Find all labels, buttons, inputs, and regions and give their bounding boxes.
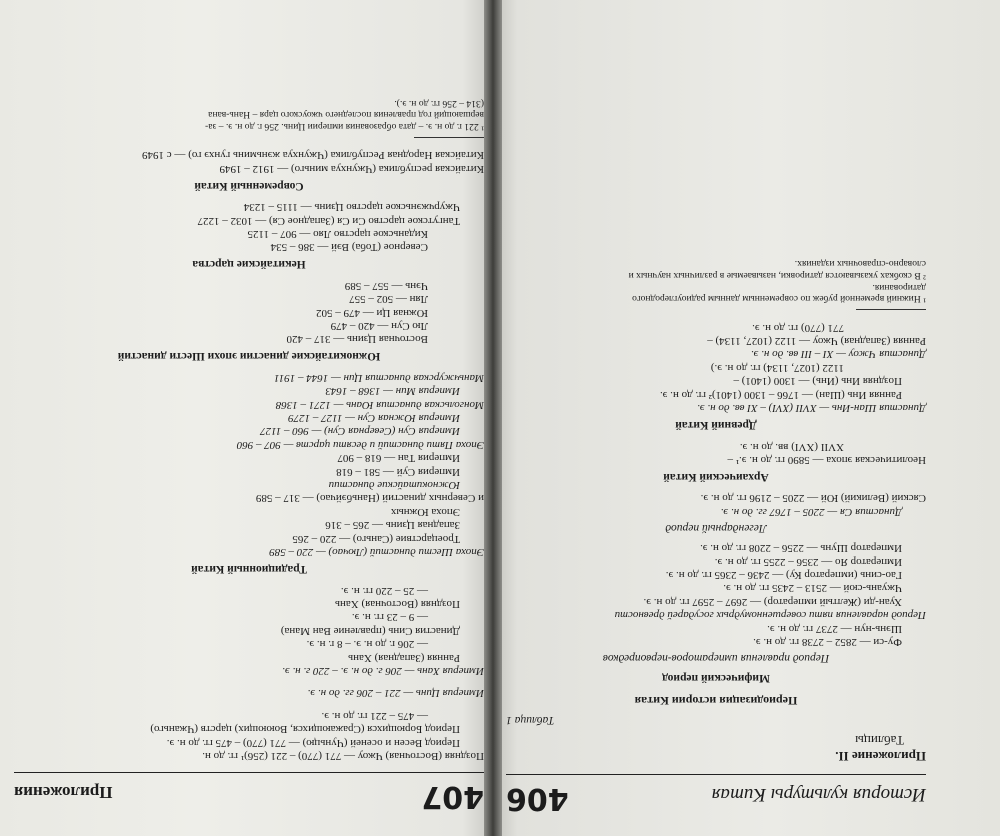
- section-heading: Традиционный Китай: [191, 563, 307, 576]
- left-page: [0, 0, 492, 836]
- text-line: Империя Цинь — 221 – 206 гг. до н. э.: [307, 687, 484, 700]
- text-line: Китайская республика (Чжунхуа миньго) — 1912 – 1949: [219, 162, 484, 175]
- text-line: Империя Южная Сун — 1127 – 1279: [288, 412, 460, 425]
- page-number: 407: [421, 779, 484, 814]
- text-line: Эпоха Южных: [390, 505, 460, 518]
- text-line: Империя Хань — 206 г. до н. э. – 220 г. н. э.: [282, 664, 484, 677]
- text-line: Империя Сун (Северная Сун) — 960 – 1127: [260, 425, 460, 438]
- left-footnotes: [14, 97, 484, 132]
- text-line: Южная Ци — 479 – 502: [316, 306, 428, 319]
- text-line: Эпоха Пяти династий и десяти царств — 907 – 960: [236, 438, 484, 451]
- spacer: [14, 677, 484, 686]
- text-line: Поздняя Инь (Инь) — 1300 (1401) –: [733, 375, 902, 388]
- footnote-line: (314 – 256 гг. до н. э.).: [394, 97, 484, 109]
- left-page-rotated: [0, 0, 492, 836]
- text-line: Лю Сун — 420 – 479: [330, 320, 428, 333]
- text-line: Хуан-ди (Желтый император) — 2697 – 2597 гг. до н. э.: [643, 595, 902, 608]
- text-line: Период Весен и осеней (Чуньцю) — 771 (770) – 475 гг. до н. э.: [166, 736, 460, 749]
- book-gutter: [484, 0, 502, 836]
- text-line: Гао-синь (император Ку) — 2436 – 2365 гг. до н. э.: [665, 568, 902, 581]
- running-title: История культуры Китая: [711, 784, 926, 805]
- footnote-line: вершающий год правления последнего чжоуского царя – Нань-вана: [208, 109, 484, 121]
- section-heading: Архаический Китай: [663, 470, 769, 483]
- text-line: Сяский (Великий) Юй — 2205 – 2196 гг. до н. э.: [700, 492, 926, 505]
- text-line: Поздняя (Восточная) Хань: [335, 597, 460, 610]
- left-running-header: [14, 772, 484, 814]
- text-line: — 475 – 221 гг. до н. э.: [321, 709, 428, 722]
- spacer: [14, 699, 484, 708]
- text-line: Империя Мин — 1368 – 1643: [325, 385, 460, 398]
- text-line: Китайская Народная Республика (Чжунхуа жэньминь гунхэ го) — с 1949: [142, 149, 484, 162]
- right-running-header: [506, 774, 926, 816]
- footnote-rule: [414, 137, 484, 138]
- text-line: Южнокитайские династии: [328, 479, 460, 492]
- text-line: Период Борющихся (Сражающихся, Воюющих) царств (Чжаньго): [150, 723, 460, 736]
- section-heading: Период правления императоров-первопредков: [602, 652, 830, 664]
- text-line: Чжуань-сюй — 2513 – 2435 гг. до н. э.: [723, 582, 902, 595]
- section-heading: Южнокитайские династии эпохи Шести династий: [117, 350, 381, 363]
- footnote-line: словарно-справочных изданиях.: [794, 258, 926, 270]
- right-page-content: [506, 258, 926, 816]
- text-line: — 206 г. до н. э. – 8 г. н. э.: [306, 638, 428, 651]
- footnote-line: ¹ 221 г. до н. э. – дата образования империи Цинь. 256 г. до н. э. – за-: [205, 120, 484, 132]
- section-heading: Некитайские царства: [192, 258, 306, 271]
- text-line: — 9 – 23 гг. н. э.: [351, 611, 428, 624]
- text-line: 1122 (1027, 1134) гг. до н. э.): [710, 361, 844, 374]
- text-line: Шэнь-нун — 2737 гг. до н. э.: [767, 622, 902, 635]
- text-line: Император Яо — 2356 – 2255 гг. до н. э.: [714, 555, 902, 568]
- section-heading: Легендарный период: [665, 521, 767, 534]
- text-line: Династия Чжоу — XI – III вв. до н. э.: [750, 348, 926, 361]
- section-heading: Современный Китай: [194, 179, 304, 192]
- text-line: Династия Шан-Инь — XVII (XVI) – XI вв. до н. э.: [697, 402, 926, 415]
- text-line: Чжурчжэньское царство Цзинь — 1115 – 1234: [243, 201, 460, 214]
- table-label: Таблица 1: [506, 714, 555, 726]
- text-line: XVII (XVI) вв. до н. э.: [739, 440, 844, 453]
- text-line: Чэнь — 557 – 589: [344, 279, 428, 292]
- text-line: Западная Цзинь — 265 – 316: [325, 519, 460, 532]
- text-line: Фу-си — 2852 – 2738 гг. до н. э.: [753, 636, 902, 648]
- footnote-line: ² В скобках указываются датировки, называемые в различных научных и: [628, 270, 926, 282]
- text-line: Империя Суй — 581 – 618: [336, 465, 460, 478]
- table-title: Периодизация истории Китая: [634, 694, 798, 708]
- text-line: Киданьское царство Ляо — 907 – 1125: [247, 228, 428, 240]
- text-line: Империя Тан — 618 – 907: [337, 452, 460, 465]
- text-line: Северное (Тоба) Вэй — 386 – 534: [270, 241, 428, 254]
- left-page-content: [14, 97, 484, 814]
- right-page-rotated: [492, 0, 1000, 836]
- text-line: Лян — 502 – 557: [349, 293, 428, 306]
- footnote-line: датирования.: [872, 281, 926, 293]
- appendix-title: Приложение II.: [835, 749, 926, 764]
- section-heading: Древний Китай: [675, 419, 757, 432]
- text-line: Ранняя (Западная) Хань: [348, 651, 460, 664]
- text-line: 771 (770) гг. до н. э.: [752, 321, 844, 334]
- left-text-block: [14, 148, 484, 762]
- right-text-block: [506, 320, 926, 685]
- text-line: Маньчжурская династия Цин — 1644 – 1911: [274, 371, 484, 384]
- text-line: Император Шунь — 2256 – 2208 гг. до н. э.: [700, 542, 902, 555]
- appendix-subtitle: Таблицы: [855, 733, 904, 748]
- text-line: — 25 – 220 гг. н. э.: [340, 584, 428, 597]
- text-line: Период наравления пяти совершенномудрых государей древности: [614, 609, 926, 622]
- text-line: Ранняя Инь (Шан) — 1766 – 1300 (1401)² гг. до н. э.: [659, 388, 902, 401]
- text-line: Династия Синь (правление Ван Мана): [280, 624, 460, 637]
- text-line: Ранняя (Западная) Чжоу — 1122 (1027, 1134) –: [707, 335, 926, 348]
- text-line: Поздняя (Восточная) Чжоу — 771 (770) – 221 (256)¹ гг. до н.: [202, 750, 484, 762]
- page-number: 406: [506, 781, 569, 816]
- text-line: Тангутское царство Си Ся (Западное Ся) — 1032 – 1227: [197, 214, 460, 227]
- footnote-line: ¹ Нижний временной рубеж по современным данным радиоуглеродного: [632, 293, 926, 305]
- right-footnotes: [506, 258, 926, 304]
- running-title: Приложения: [14, 783, 113, 802]
- text-line: Эпоха Шести династий (Лючао) — 220 – 589: [269, 546, 484, 559]
- text-line: Троецарствие (Саньго) — 220 – 265: [292, 532, 460, 545]
- text-line: Династия Ся — 2205 – 1767 гг. до н. э.: [720, 505, 902, 518]
- text-line: и Северных династий (Наньбэйчао) — 317 – 589: [255, 492, 484, 505]
- section-heading: Мифический период: [662, 672, 770, 684]
- text-line: Монгольская династия Юань — 1271 – 1368: [275, 398, 484, 411]
- text-line: Неолитическая эпоха — 5890 гг. до н. э.¹ –: [727, 453, 926, 466]
- footnote-rule: [856, 309, 926, 310]
- text-line: Восточная Цзинь — 317 – 420: [286, 333, 428, 346]
- right-page: [492, 0, 1000, 836]
